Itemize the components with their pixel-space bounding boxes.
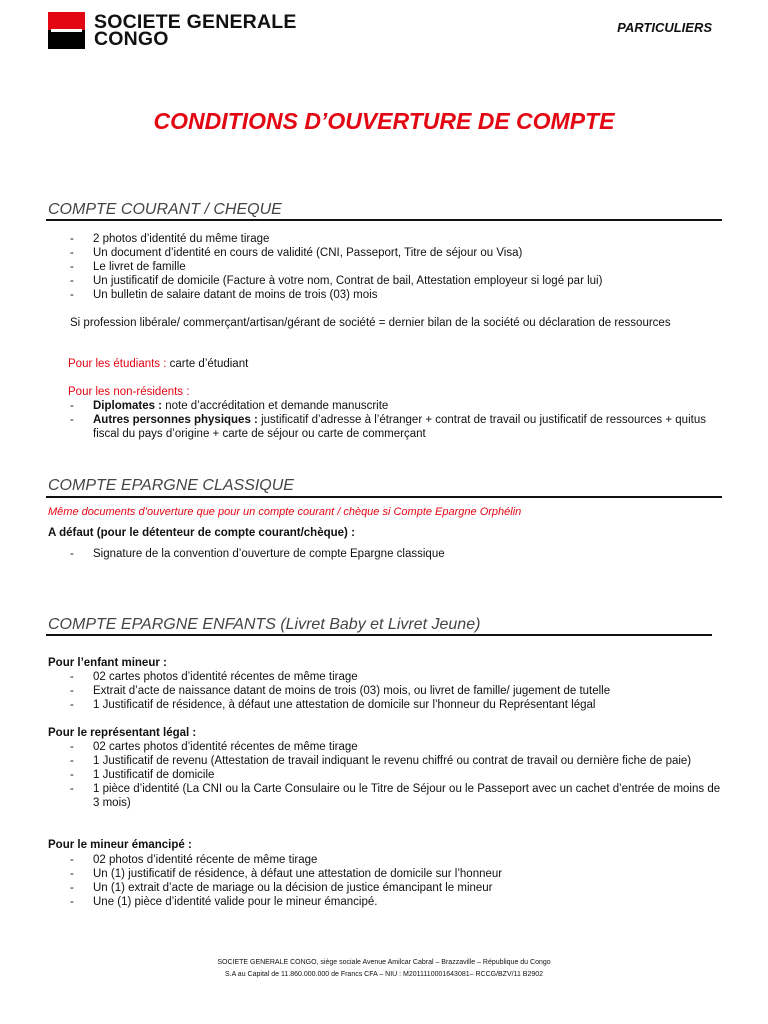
epargne-note: Même documents d’ouverture que pour un compte courant / chèque si Compte Epargne Orphélin <box>48 506 522 518</box>
rep-label: Pour le représentant légal : <box>48 727 197 739</box>
list-item: - 02 photos d’identité récente de même tirage <box>48 853 728 867</box>
nonres-item-label: Diplomates : <box>93 400 163 412</box>
students-label: Pour les étudiants : <box>68 358 167 370</box>
segment-label: PARTICULIERS <box>617 20 712 35</box>
list-item: - Une (1) pièce d’identité valide pour le mineur émancipé. <box>48 895 728 909</box>
list-item: - Un (1) extrait d’acte de mariage ou la décision de justice émancipant le mineur <box>48 881 728 895</box>
section-rule <box>46 496 722 498</box>
logo-white-stripe <box>51 29 82 32</box>
epargne-list <box>48 547 728 561</box>
list-item: - 1 pièce d’identité (La CNI ou la Carte Consulaire ou le Titre de Séjour ou le Passeport avec un cachet d’entrée de moins de 3 mois) <box>48 782 728 810</box>
minor-list <box>48 670 728 712</box>
rep-list <box>48 740 728 810</box>
students-value: carte d’étudiant <box>169 358 249 370</box>
nonres-item-label: Autres personnes physiques : <box>93 414 258 426</box>
brand-name-line2: CONGO <box>94 28 169 50</box>
nonres-item-text: note d’accréditation et demande manuscrite <box>165 400 389 412</box>
minor-label: Pour l’enfant mineur : <box>48 657 167 669</box>
list-item <box>48 413 728 441</box>
list-item: - 02 cartes photos d’identité récentes de même tirage <box>48 670 728 684</box>
logo-red-band <box>48 12 85 30</box>
list-item: - Signature de la convention d’ouverture de compte Epargne classique <box>48 547 728 561</box>
list-item: - 02 cartes photos d’identité récentes de même tirage <box>48 740 728 754</box>
nonres-item-text: justificatif d’adresse à l’étranger + contrat de travail ou justificatif de ressources + quitus fiscal du pays d’origine + carte de séjour ou carte de commerçant <box>93 414 706 440</box>
section-rule <box>46 219 722 221</box>
list-item: - Un justificatif de domicile (Facture à votre nom, Contrat de bail, Attestation employeur si logé par lui) <box>48 274 728 288</box>
list-item: - 1 Justificatif de revenu (Attestation de travail indiquant le revenu chiffré ou contrat de travail ou dernière fiche de paie) <box>48 754 728 768</box>
nonres-label: Pour les non-résidents : <box>68 386 190 398</box>
list-item <box>48 399 728 413</box>
list-item: - Un (1) justificatif de résidence, à défaut une attestation de domicile sur l’honneur <box>48 867 728 881</box>
footer-line1: SOCIETE GENERALE CONGO, siège sociale Avenue Amilcar Cabral – Brazzaville – République du Congo <box>217 959 551 966</box>
list-item: - Extrait d’acte de naissance datant de moins de trois (03) mois, ou livret de famille/ jugement de tutelle <box>48 684 728 698</box>
emancipe-label: Pour le mineur émancipé : <box>48 839 192 851</box>
list-item: - Un document d’identité en cours de validité (CNI, Passeport, Titre de séjour ou Visa) <box>48 246 728 260</box>
list-item: - 2 photos d’identité du même tirage <box>48 232 728 246</box>
list-item: - 1 Justificatif de résidence, à défaut une attestation de domicile sur l’honneur du Représentant légal <box>48 698 728 712</box>
brand-logo <box>48 12 85 49</box>
section-heading-courant: COMPTE COURANT / CHEQUE <box>48 201 282 218</box>
section-rule <box>46 634 712 636</box>
list-item: - Un bulletin de salaire datant de moins de trois (03) mois <box>48 288 728 302</box>
emancipe-list <box>48 853 728 909</box>
footer-line2: S.A au Capital de 11.860.000.000 de Francs CFA – NIU : M2011110001643081– RCCG/BZV/11 B2902 <box>224 971 544 978</box>
list-item: - Le livret de famille <box>48 260 728 274</box>
courant-list <box>48 232 728 302</box>
section-heading-enfants: COMPTE EPARGNE ENFANTS (Livret Baby et Livret Jeune) <box>48 616 481 633</box>
list-item: - 1 Justificatif de domicile <box>48 768 728 782</box>
section-heading-epargne: COMPTE EPARGNE CLASSIQUE <box>48 477 294 494</box>
students-line <box>68 357 248 371</box>
page-title: CONDITIONS D’OUVERTURE DE COMPTE <box>153 108 615 134</box>
nonres-list <box>48 399 728 441</box>
liberal-note: Si profession libérale/ commerçant/artisan/gérant de société = dernier bilan de la société ou déclaration de ressources <box>70 317 671 329</box>
epargne-default-label: A défaut (pour le détenteur de compte courant/chèque) : <box>48 527 355 539</box>
brand-name-line1: SOCIETE GENERALE <box>94 11 297 33</box>
